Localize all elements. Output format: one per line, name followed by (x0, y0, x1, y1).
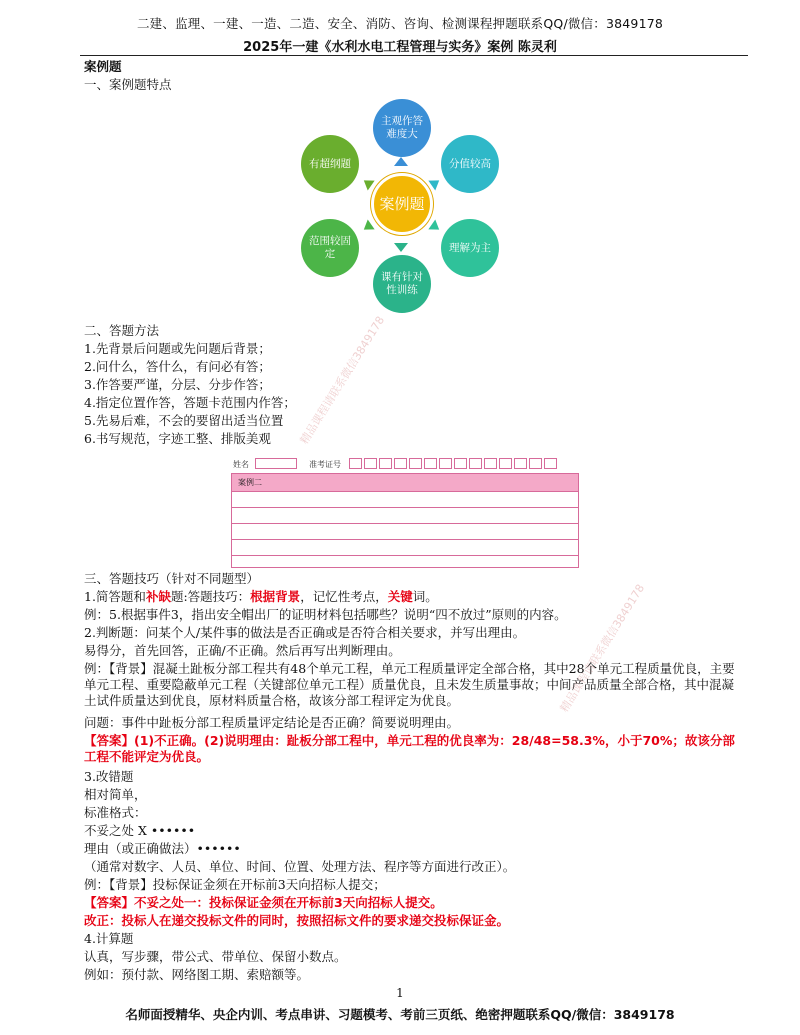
method-item: 5.先易后难，不会的要留出适当位置 (84, 413, 284, 428)
tip-2-example: 例：【背景】混凝土趾板分部工程共有48个单元工程，单元工程质量评定全部合格，其中28个单元工程质量优良，主要单元工程、重要隐蔽单元工程（关键部位单元工程）质量优良，且未发生质量事故；中间产品质量全部合格，其中混凝土试件质量达到优良，原材料质量合格，故该分部工程评定为优良。 (84, 661, 735, 708)
case-label: 案例二 (232, 474, 578, 492)
bubble-lower-right: 理解为主 (441, 219, 499, 277)
case-features-diagram (295, 95, 510, 310)
tip-3-answer: 【答案】不妥之处一：投标保证金须在开标前3天向招标人提交。 (84, 895, 443, 910)
method-item: 4.指定位置作答，答题卡范围内作答； (84, 395, 296, 410)
name-box (255, 458, 297, 469)
bubble-center: 案例题 (371, 173, 433, 235)
method-item: 1.先背景后问题或先问题后背景； (84, 341, 271, 356)
id-digit-box (439, 458, 452, 469)
watermark: 精品课程请联系微信3849178 (557, 582, 648, 715)
id-digit-box (514, 458, 527, 469)
id-digit-box (469, 458, 482, 469)
header-title: 2025年一建《水利水电工程管理与实务》案例 陈灵利 (243, 40, 557, 55)
page-number: 1 (396, 986, 404, 1000)
id-digit-box (544, 458, 557, 469)
tip-2-b: 易得分，首先回答，正确/不正确。然后再写出判断理由。 (84, 643, 401, 658)
arrow-lower-right-icon (428, 220, 442, 235)
method-item: 2.问什么，答什么，有问必有答； (84, 359, 271, 374)
id-label: 准考证号 (309, 460, 341, 469)
header-divider (80, 55, 748, 56)
header-contact: 二建、监理、一建、一造、二造、安全、消防、咨询、检测课程押题联系QQ/微信：3849178 (136, 16, 664, 31)
bubble-upper-left: 有超纲题 (301, 135, 359, 193)
bubble-bottom: 课有针对性训练 (373, 255, 431, 313)
tip-highlight: 关键 (387, 589, 413, 604)
tip-3-example: 例：【背景】投标保证金须在开标前3天向招标人提交； (84, 877, 386, 892)
tip-3-line: 相对简单， (84, 787, 147, 802)
arrow-upper-left-icon (360, 176, 374, 191)
tip-3-line: （通常对数字、人员、单位、时间、位置、处理方法、程序等方面进行改正）。 (84, 859, 516, 874)
arrow-upper-right-icon (428, 176, 442, 191)
bubble-upper-right: 分值较高 (441, 135, 499, 193)
tip-1 (84, 589, 438, 605)
tip-text: ，记忆性考点， (300, 589, 388, 604)
id-digit-box (499, 458, 512, 469)
id-digit-box (379, 458, 392, 469)
tip-text: 词。 (412, 589, 438, 604)
tip-text: 1.简答题和 (84, 589, 146, 604)
tip-2-answer: 【答案】(1)不正确。(2)说明理由：趾板分部工程中，单元工程的优良率为：28/48=58.3%，小于70%；故该分部工程不能评定为优良。 (84, 733, 735, 764)
footer-contact: 名师面授精华、央企内训、考点串讲、习题模考、考前三页纸、绝密押题联系QQ/微信：3849178 (125, 1007, 675, 1022)
tip-4-title: 4.计算题 (84, 931, 134, 946)
answer-line (232, 492, 578, 508)
tip-4-line: 认真，写步骤，带公式、带单位、保留小数点。 (84, 949, 347, 964)
section-title: 案例题 (84, 59, 122, 74)
tip-4-line: 例如：预付款、网络图工期、索赔额等。 (84, 967, 310, 982)
id-digit-box (364, 458, 377, 469)
id-digit-box (484, 458, 497, 469)
tip-text: 题:答题技巧： (170, 589, 251, 604)
tip-highlight: 补缺 (145, 589, 171, 604)
answer-sheet-header (229, 456, 581, 472)
id-digit-box (424, 458, 437, 469)
tip-highlight: 根据背景 (250, 589, 301, 604)
tip-3-line: 标准格式： (84, 805, 147, 820)
arrow-up-icon (394, 157, 408, 166)
name-label: 姓名 (233, 460, 249, 469)
id-digit-box (529, 458, 542, 469)
method-item: 6.书写规范，字迹工整、排版美观 (84, 431, 271, 446)
bubble-top: 主观作答难度大 (373, 99, 431, 157)
id-digit-box (394, 458, 407, 469)
part3-title: 三、答题技巧（针对不同题型） (84, 571, 260, 586)
tip-3-correction: 改正：投标人在递交投标文件的同时，按照招标文件的要求递交投标保证金。 (84, 913, 510, 928)
answer-line (232, 540, 578, 556)
id-digit-box (409, 458, 422, 469)
answer-sheet-image (229, 456, 581, 568)
bubble-lower-left: 范围较固定 (301, 219, 359, 277)
answer-grid (231, 473, 579, 568)
arrow-down-icon (394, 243, 408, 252)
tip-3-line: 理由（或正确做法）•••••• (84, 841, 241, 856)
part2-title: 二、答题方法 (84, 323, 160, 338)
answer-line (232, 508, 578, 524)
arrow-lower-left-icon (360, 220, 374, 235)
id-digit-box (454, 458, 467, 469)
tip-1-example: 例：5.根据事件3，指出安全帽出厂的证明材料包括哪些？说明“四不放过”原则的内容。 (84, 607, 567, 622)
id-digit-box (349, 458, 362, 469)
watermark: 精品课程请联系微信3849178 (297, 314, 388, 447)
answer-line (232, 524, 578, 540)
method-item: 3.作答要严谨，分层、分步作答； (84, 377, 271, 392)
tip-3-line: 不妥之处 X •••••• (84, 823, 196, 838)
tip-2: 2.判断题：问某个人/某件事的做法是否正确或是否符合相关要求，并写出理由。 (84, 625, 526, 640)
tip-3-title: 3.改错题 (84, 769, 134, 784)
part1-title: 一、案例题特点 (84, 77, 172, 92)
tip-2-question: 问题：事件中趾板分部工程质量评定结论是否正确？简要说明理由。 (84, 715, 460, 730)
